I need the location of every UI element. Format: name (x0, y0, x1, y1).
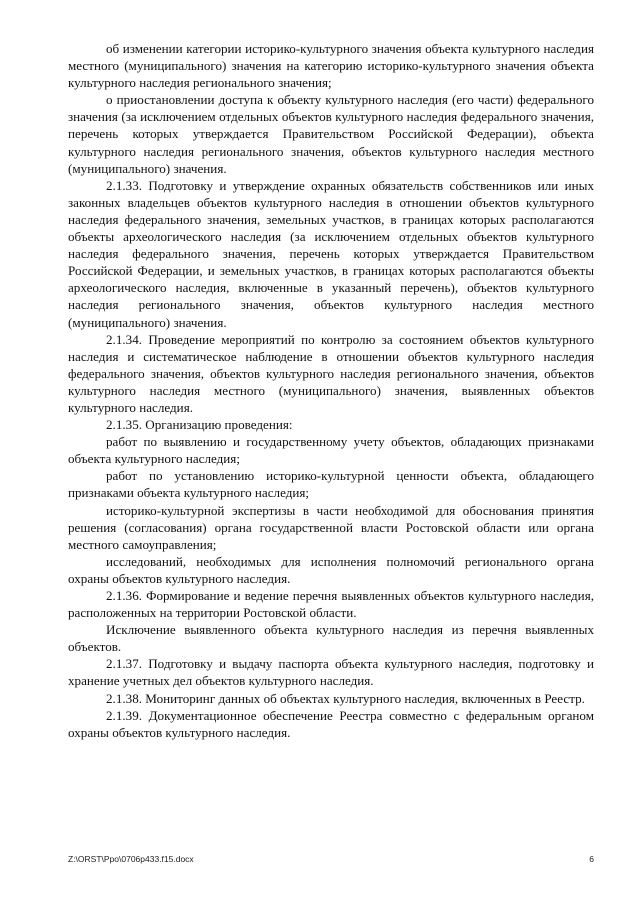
paragraph-research: исследований, необходимых для исполнения полномочий регионального органа охраны объектов культурного наследия. (68, 553, 594, 586)
paragraph-access-suspension: о приостановлении доступа к объекту культурного наследия (его части) федерального значения (за исключением отдельных объектов культурного наследия федерального значения, перечень которых утверждается Правительством Российской Федерации), объекта культурного наследия регионального значения, объектов культурного наследия местного (муниципального) значения. (68, 92, 594, 176)
page-number: 6 (589, 854, 594, 864)
paragraph-value-establishment: работ по установлению историко-культурной ценности объекта, обладающего признаками объекта культурного наследия; (68, 468, 594, 501)
footer-file-path: Z:\ORST\Ppo\0706p433.f15.docx (68, 854, 194, 864)
paragraph-exclusion: Исключение выявленного объекта культурного наследия из перечня выявленных объектов. (68, 622, 594, 655)
paragraph-2-1-33: 2.1.33. Подготовку и утверждение охранных обязательств собственников или иных законных владельцев объектов культурного наследия в отношении объектов культурного наследия федерального значения, земельных участков, в границах которых располагаются объекты археологического наследия (за исключением отдельных объектов культурного наследия федерального значения, перечень которых утверждается Правительством Российской Федерации, и земельных участков, в границах которых располагаются объекты археологического наследия, включенные в указанный перечень), объектов культурного наследия регионального значения, объектов культурного наследия местного (муниципального) значения. (68, 177, 594, 330)
document-body (68, 40, 594, 741)
paragraph-2-1-36: 2.1.36. Формирование и ведение перечня выявленных объектов культурного наследия, расположенных на территории Ростовской области. (68, 588, 594, 621)
paragraph-identification-works: работ по выявлению и государственному учету объектов, обладающих признаками объекта культурного наследия; (68, 434, 594, 467)
paragraph-category-change: об изменении категории историко-культурного значения объекта культурного наследия местного (муниципального) значения на категорию историко-культурного значения объекта культурного наследия регионального значения; (68, 41, 594, 91)
paragraph-2-1-39: 2.1.39. Документационное обеспечение Реестра совместно с федеральным органом охраны объектов культурного наследия. (68, 707, 594, 740)
paragraph-2-1-34: 2.1.34. Проведение мероприятий по контролю за состоянием объектов культурного наследия и систематическое наблюдение в отношении объектов культурного наследия федерального значения, объектов культурного наследия регионального значения, объектов культурного наследия местного (муниципального) значения, выявленных объектов культурного наследия. (68, 331, 594, 415)
paragraph-2-1-35: 2.1.35. Организацию проведения: (106, 417, 293, 433)
paragraph-expertise: историко-культурной экспертизы в части необходимой для обоснования принятия решения (согласования) органа государственной власти Ростовской области или органа местного самоуправления; (68, 502, 594, 552)
paragraph-2-1-38: 2.1.38. Мониторинг данных об объектах культурного наследия, включенных в Реестр. (106, 690, 585, 706)
paragraph-2-1-37: 2.1.37. Подготовку и выдачу паспорта объекта культурного наследия, подготовку и хранение учетных дел объектов культурного наследия. (68, 656, 594, 689)
page-footer (68, 854, 594, 864)
